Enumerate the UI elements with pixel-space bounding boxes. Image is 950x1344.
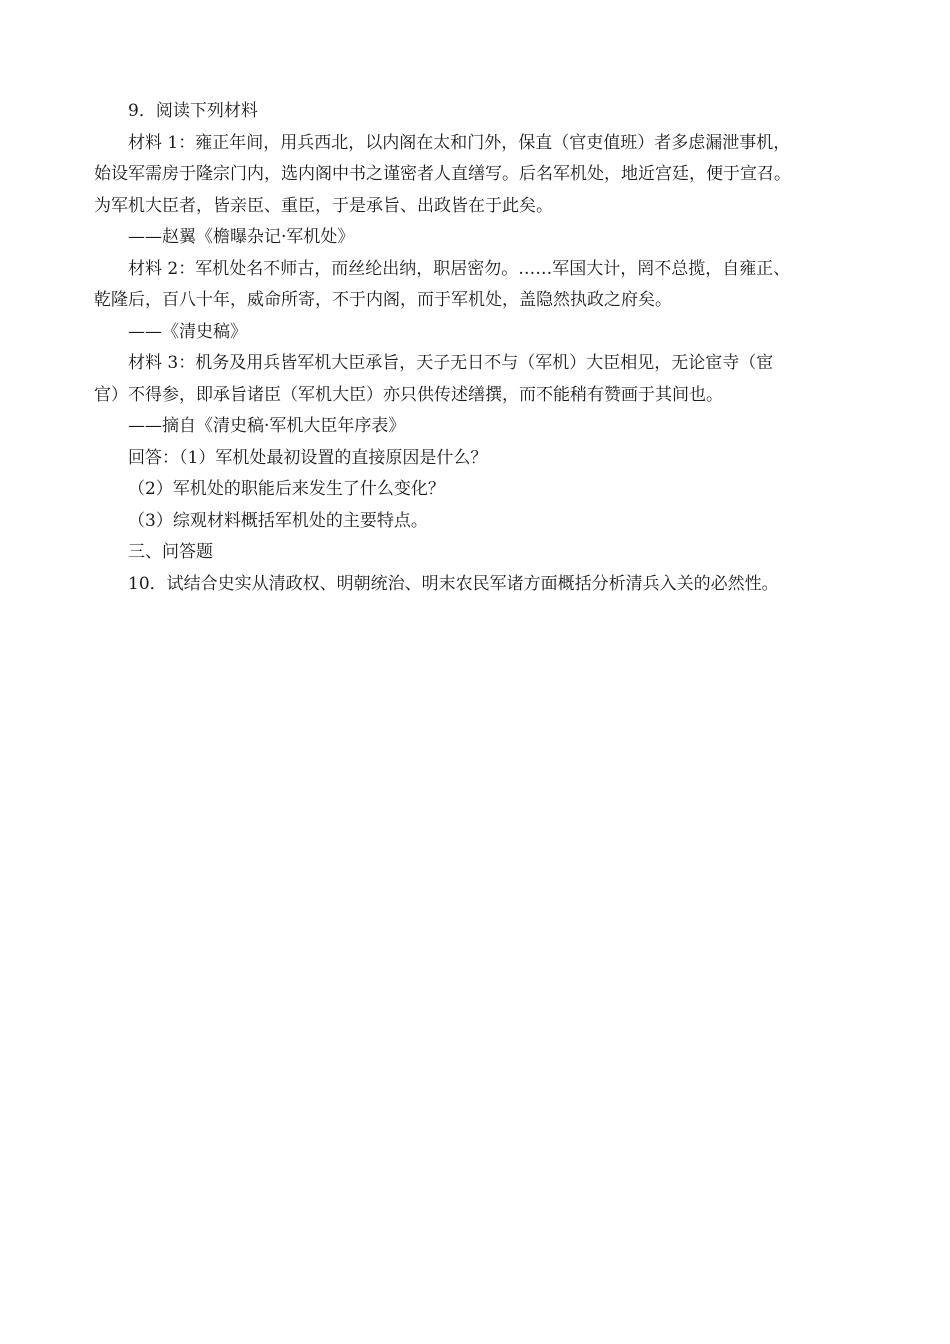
material-1-line-2: 始设军需房于隆宗门内，选内阁中书之谨密者人直缮写。后名军机处，地近宫廷，便于宣召。	[94, 164, 791, 184]
document-body	[94, 96, 874, 600]
material-3-line-1: 材料 3：机务及用兵皆军机大臣承旨，天子无日不与（军机）大臣相见，无论宦寺（宦	[128, 353, 774, 373]
material-3-line-2: 官）不得参，即承旨诸臣（军机大臣）亦只供传述缮撰，而不能稍有赞画于其间也。	[94, 384, 723, 405]
material-2-line-2: 乾隆后，百八十年，威命所寄，不于内阁，而于军机处，盖隐然执政之府矣。	[94, 290, 672, 310]
answer-prompt-1: 回答：（1）军机处最初设置的直接原因是什么？	[128, 447, 488, 468]
answer-prompt-2: （2）军机处的职能后来发生了什么变化？	[128, 479, 445, 499]
question-10-text: 10．试结合史实从清政权、明朝统治、明末农民军诸方面概括分析清兵入关的必然性。	[128, 573, 779, 594]
material-3-source: ——摘自《清史稿·军机大臣年序表》	[128, 416, 406, 436]
answer-prompt-3: （3）综观材料概括军机处的主要特点。	[128, 510, 428, 531]
section-3-title: 三、问答题	[128, 542, 213, 562]
question-9-title: 9．阅读下列材料	[128, 101, 258, 121]
material-1-line-3: 为军机大臣者，皆亲臣、重臣，于是承旨、出政皆在于此矣。	[94, 195, 553, 216]
material-1-source: ——赵翼《檐曝杂记·军机处》	[128, 227, 355, 247]
material-1-line-1: 材料 1：雍正年间，用兵西北，以内阁在太和门外，保直（官吏值班）者多虑漏泄事机，	[128, 132, 791, 153]
material-2-line-1: 材料 2：军机处名不师古，而丝纶出纳，职居密勿。……军国大计，罔不总揽，自雍正、	[128, 258, 791, 279]
material-2-source: ——《清史稿》	[128, 321, 247, 342]
